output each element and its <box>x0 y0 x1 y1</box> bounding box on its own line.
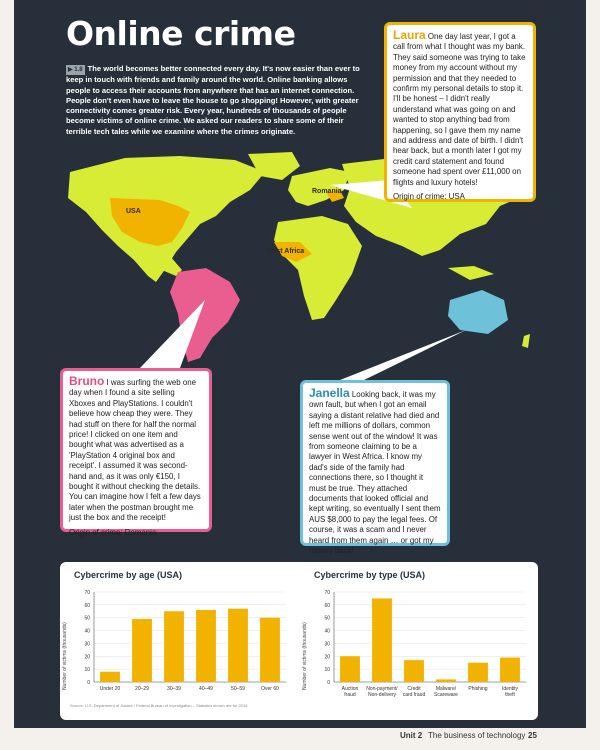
footer-unit: Unit 2 <box>400 731 423 740</box>
chart-type-title: Cybercrime by type (USA) <box>314 570 426 580</box>
type-bar <box>372 598 392 682</box>
age-xtick: 50–59 <box>231 686 245 692</box>
australia-shape <box>448 290 508 334</box>
type-xtick: Identity theft <box>501 686 519 698</box>
charts-panel <box>60 562 538 720</box>
age-bar <box>260 618 280 682</box>
type-bar <box>404 660 424 682</box>
age-xtick: Under 20 <box>99 686 121 692</box>
laura-text: One day last year, I got a call from what I thought was my bank. They said someone was trying to take money from my account without my permission and that they needed to confirm my personal details to stop it. I'll be honest – I didn't really understand what was going on and wanted to stop anything bad from happening, so I gave them my name and address and date of birth. I didn't hear back, but a month later I got my credit card statement and found someone had spent over £11,000 on flights and luxury hotels! <box>393 32 526 187</box>
age-ytick: 10 <box>84 667 90 674</box>
age-ytick: 70 <box>84 590 90 596</box>
janella-text: Looking back, it was my own fault, but when I got an email saying a distant relative had died and left me millions of dollars, common sense went out of the window! It was from someone claiming to be a lawyer in West Africa. I know my dad's side of the family had connections there, so I thought it must be true. They attached documents that looked official and kept writing, so eventually I sent them AUS $8,000 to pay the legal fees. Of course, it was a scam and I never heard from them again … or got my money back! <box>309 390 441 556</box>
new-zealand-shape <box>522 334 530 348</box>
chart-type <box>312 584 534 710</box>
janella-story <box>300 380 450 556</box>
age-ytick: 0 <box>87 680 90 686</box>
bruno-text: I was surfing the web one day when I found a site selling Xboxes and PlayStations. I couldn't believe how cheap they were. They had stuff on there for half the normal price! I clicked on one item and bought what was advertised as a 'PlayStation 4 original box and receipt'. I assumed it was second-hand and, as it was only €150, I bought it without checking the details. You can imagine how I felt a few days later when the postman brought me just the box and the receipt! <box>69 378 201 523</box>
bruno-origin: Origin of crime: Romania <box>69 527 157 537</box>
laura-story <box>384 22 536 202</box>
chart-type-ylabel: Number of victims (thousands) <box>302 622 308 690</box>
type-xtick: Non-payment/ Non-delivery <box>366 686 398 698</box>
map-label-west-africa: West Africa <box>266 248 305 255</box>
track-number: 1.8 <box>74 67 83 73</box>
janella-pointer <box>335 330 466 380</box>
type-ytick: 70 <box>324 590 330 596</box>
type-ytick: 60 <box>324 602 330 609</box>
age-xtick: 40–49 <box>199 686 213 692</box>
age-ytick: 20 <box>84 654 90 661</box>
type-ytick: 20 <box>324 654 330 661</box>
type-bar <box>500 658 520 682</box>
audio-track-icon: ▶ 1.8 <box>66 65 85 75</box>
map-label-romania: Romania <box>312 188 342 195</box>
page-title: Online crime <box>66 14 296 53</box>
type-ytick: 50 <box>324 615 330 622</box>
type-ytick: 30 <box>324 641 330 648</box>
type-xtick: Credit card fraud <box>402 686 426 698</box>
type-bar <box>436 679 456 682</box>
chart-age-title: Cybercrime by age (USA) <box>74 570 183 580</box>
laura-name: Laura <box>393 28 426 42</box>
type-ytick: 10 <box>324 667 330 674</box>
bruno-name: Bruno <box>69 374 105 388</box>
age-ytick: 30 <box>84 641 90 648</box>
type-ytick: 0 <box>327 680 330 686</box>
age-xtick: 20–29 <box>135 686 149 692</box>
bruno-story <box>60 368 212 537</box>
africa-shape <box>274 216 362 320</box>
age-bar <box>228 609 248 682</box>
type-bar <box>340 656 360 682</box>
page-number: 25 <box>528 731 537 740</box>
laura-origin: Origin of crime: USA <box>393 192 465 202</box>
age-ytick: 50 <box>84 615 90 622</box>
type-xtick: Auction fraud <box>341 686 359 698</box>
chart-age-ylabel: Number of victims (thousands) <box>62 622 68 690</box>
age-ytick: 40 <box>84 628 90 635</box>
indonesia-shape <box>448 266 494 280</box>
type-ytick: 40 <box>324 628 330 635</box>
age-bar <box>132 619 152 682</box>
type-xtick: Phishing <box>468 686 488 692</box>
type-xtick: Malware/ Scareware <box>434 686 458 698</box>
age-xtick: Over 60 <box>261 686 279 692</box>
map-label-usa: USA <box>126 208 141 215</box>
intro-text <box>66 64 366 137</box>
chart-source: Source: U.S. Department of Justice / Federal Bureau of Investigation – Statistics shown are for 2016 <box>70 703 248 708</box>
type-bar <box>468 663 488 682</box>
age-bar <box>196 610 216 682</box>
age-ytick: 60 <box>84 602 90 609</box>
janella-name: Janella <box>309 386 350 400</box>
footer-topic: The business of technology <box>428 731 526 740</box>
intro-body: The world becomes better connected every day. It's now easier than ever to keep in touch with friends and family around the world. Online banking allows people to access their accounts from anywhere that has an internet connection. People don't even have to leave the house to go shopping! However, with greater connectivity comes greater risk. Every year, hundreds of thousands of people become victims of online crime. We asked our readers to share some of their terrible tech tales while we examine where the crimes originate. <box>66 64 360 136</box>
age-bar <box>100 672 120 682</box>
chart-age <box>72 584 294 710</box>
age-xtick: 30–39 <box>167 686 181 692</box>
age-bar <box>164 611 184 682</box>
